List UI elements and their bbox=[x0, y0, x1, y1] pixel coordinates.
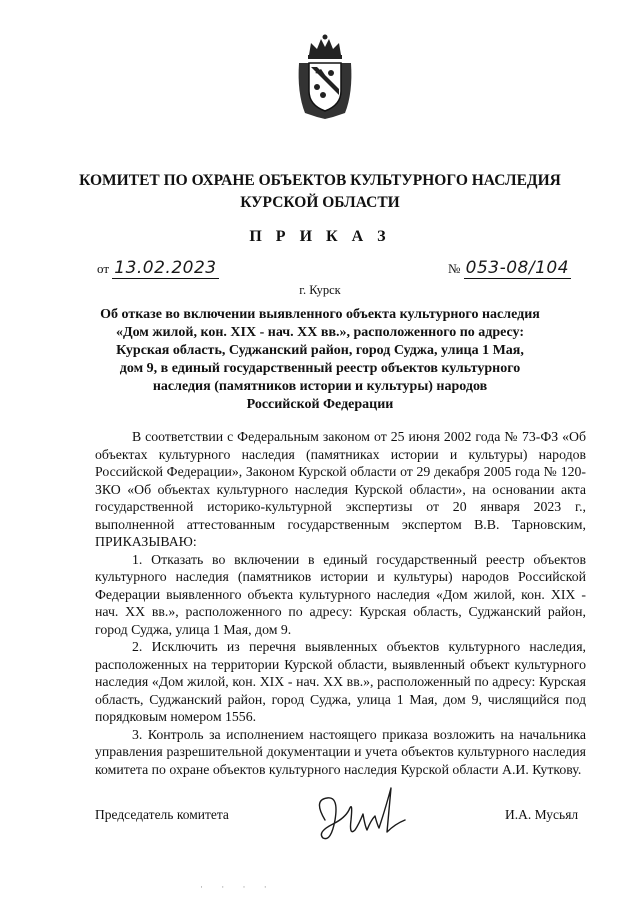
signatory-position: Председатель комитета bbox=[95, 807, 229, 822]
subject-line: дом 9, в единый государственный реестр объектов культурного bbox=[119, 361, 521, 376]
number-value: 053-08/104 bbox=[465, 258, 570, 278]
committee-name bbox=[40, 170, 600, 214]
number-prefix: № bbox=[448, 261, 461, 276]
order-item-2: 2. Исключить из перечня выявленных объектов культурного наследия, расположенных на территории Курской области, выявленный объект культурного наследия «Дом жилой, кон. XIX - нач. XX вв.», расположенный по адресу: Курская область, Суджанский район, город Суджа, улица 1 Мая, дом 9, числящийся под порядковым номером 1556. bbox=[95, 639, 586, 724]
committee-line-2: КУРСКОЙ ОБЛАСТИ bbox=[240, 194, 400, 211]
document-type-title: П Р И К А З bbox=[249, 228, 391, 245]
committee-line-1: КОМИТЕТ ПО ОХРАНЕ ОБЪЕКТОВ КУЛЬТУРНОГО НАСЛЕДИЯ bbox=[79, 172, 561, 189]
subject-line: «Дом жилой, кон. XIX - нач. XX вв.», расположенного по адресу: bbox=[115, 325, 525, 340]
date-value: 13.02.2023 bbox=[114, 258, 217, 278]
coat-of-arms-icon bbox=[295, 33, 355, 119]
scan-artifact: · · · · bbox=[200, 882, 275, 892]
order-body bbox=[95, 428, 586, 778]
subject-line: Российской Федерации bbox=[246, 397, 394, 412]
subject-line: Об отказе во включении выявленного объекта культурного наследия bbox=[100, 307, 540, 322]
order-item-3: 3. Контроль за исполнением настоящего приказа возложить на начальника управления разрешительной документации и учета объектов культурного наследия комитета по охране объектов культурного наследия Курской области А.И. Куткову. bbox=[95, 726, 586, 777]
signatory-name: И.А. Мусьял bbox=[505, 807, 579, 822]
order-number bbox=[448, 258, 571, 278]
subject-line: Курская область, Суджанский район, город Суджа, улица 1 Мая, bbox=[116, 343, 524, 358]
order-subject bbox=[95, 306, 545, 414]
signature-icon bbox=[305, 780, 415, 850]
date-prefix: от bbox=[97, 261, 110, 276]
subject-line: наследия (памятников истории и культуры) народов bbox=[152, 379, 488, 394]
city: г. Курск bbox=[299, 283, 341, 297]
order-date bbox=[97, 258, 219, 278]
preamble-paragraph: В соответствии с Федеральным законом от 25 июня 2002 года № 73-ФЗ «Об объектах культурного наследия (памятниках истории и культуры) народов Российской Федерации», Законом Курской области от 29 декабря 2005 года № 120-ЗКО «Об объектах культурного наследия Курской области», на основании акта государственной историко-культурной экспертизы от 20 января 2023 г., выполненной аттестованным государственным экспертом В.В. Тарновским, ПРИКАЗЫВАЮ: bbox=[95, 429, 586, 549]
order-item-1: 1. Отказать во включении в единый государственный реестр объектов культурного наследия (памятников истории и культуры) народов Российской Федерации выявленного объекта культурного наследия «Дом жилой, кон. XIX - нач. XX вв.», расположенного по адресу: Курская область, Суджанский район, город Суджа, улица 1 Мая, дом 9. bbox=[95, 551, 586, 637]
